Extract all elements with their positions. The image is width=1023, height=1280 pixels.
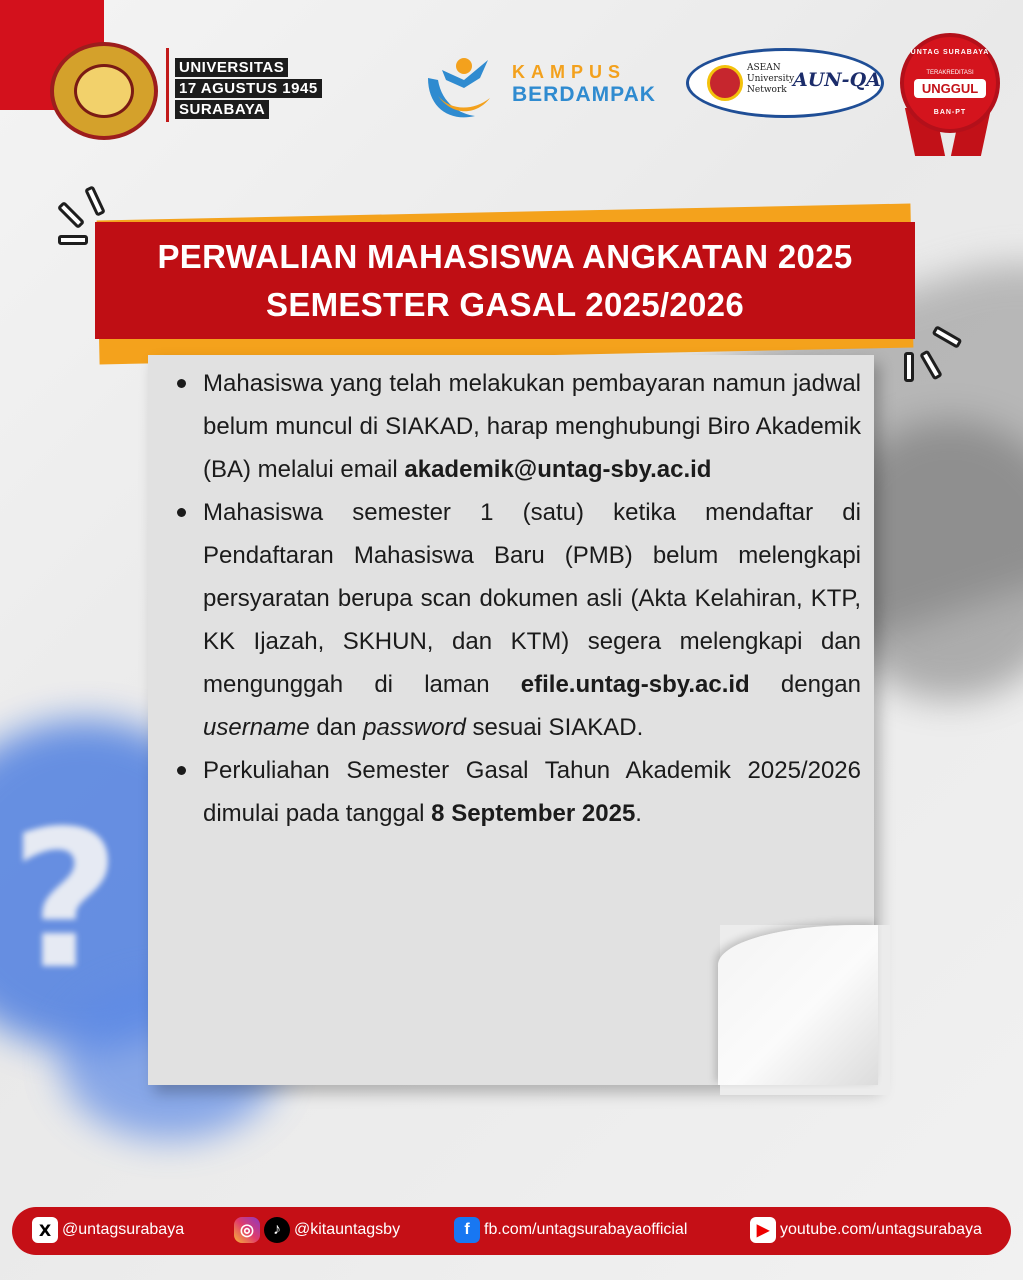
aun-qa-badge (686, 48, 884, 118)
university-seal-logo (50, 42, 158, 140)
item-text: dan (309, 714, 364, 741)
tiktok-icon: ♪ (264, 1217, 290, 1243)
kampus-berdampak-text (512, 62, 656, 107)
kampus-text: KAMPUS (512, 62, 627, 82)
facebook-url: fb.com/untagsurabayaofficial (484, 1221, 688, 1238)
list-item (175, 362, 861, 491)
kampus-berdampak-logo (420, 48, 500, 124)
item-text: Mahasiswa yang telah melakukan pembayaran namun jadwal belum muncul di SIAKAD, harap menghubungi Biro Akademik (BA) melalui email (203, 370, 861, 483)
instagram-tiktok-link[interactable] (234, 1217, 400, 1243)
start-date: 8 September 2025 (431, 800, 636, 827)
asean-network-text (747, 63, 794, 96)
item-text: dengan (749, 671, 861, 698)
asean-word-1: ASEAN (747, 63, 781, 73)
list-item (175, 491, 861, 749)
ig-tiktok-handle: @kitauntagsby (294, 1221, 401, 1238)
badge-ring-top: UNTAG SURABAYA (910, 49, 990, 56)
paper-curl (718, 925, 878, 1085)
facebook-link[interactable] (454, 1217, 687, 1243)
item-text: Perkuliahan Semester Gasal Tahun Akademik 2025/2026 dimulai pada tanggal (203, 757, 861, 827)
x-handle: @untagsurabaya (62, 1221, 185, 1238)
youtube-icon: ▶ (750, 1217, 776, 1243)
item-text: sesuai SIAKAD. (465, 714, 644, 741)
asean-word-2: University (747, 74, 795, 84)
asean-emblem-icon (707, 65, 743, 101)
username-term: username (203, 714, 310, 741)
badge-label: UNGGUL (914, 79, 986, 98)
password-term: password (363, 714, 466, 741)
accreditation-badge (900, 33, 1000, 133)
asean-word-3: Network (747, 85, 787, 95)
item-text: Mahasiswa semester 1 (satu) ketika mendaftar di Pendaftaran Mahasiswa Baru (PMB) belum melengkapi persyaratan berupa scan dokumen asli (Akta Kelahiran, KTP, KK Ijazah, SKHUN, dan KTM) segera melengkapi dan mengunggah di laman (203, 499, 861, 698)
university-line-1: UNIVERSITAS (175, 58, 288, 77)
badge-small-text: TERAKREDITASI (926, 70, 974, 76)
item-text: . (635, 800, 642, 827)
youtube-link[interactable] (750, 1217, 982, 1243)
x-link[interactable] (32, 1217, 184, 1243)
efile-link[interactable]: efile.untag-sby.ac.id (520, 671, 750, 698)
university-name (175, 58, 322, 121)
facebook-icon: f (454, 1217, 480, 1243)
university-line-2: 17 AGUSTUS 1945 (175, 79, 322, 98)
youtube-url: youtube.com/untagsurabaya (780, 1221, 982, 1238)
announcement-list (175, 362, 861, 835)
title-line-2: SEMESTER GASAL 2025/2026 (266, 285, 744, 323)
question-mark-icon: ? (10, 790, 121, 1011)
bullet-icon (177, 766, 186, 775)
badge-ring-bottom: BAN-PT (933, 109, 967, 116)
spark-mark (58, 235, 88, 245)
title-banner (95, 222, 915, 339)
email-link[interactable]: akademik@untag-sby.ac.id (404, 456, 712, 483)
logo-divider (166, 48, 169, 122)
bullet-icon (177, 379, 186, 388)
university-line-3: SURABAYA (175, 100, 269, 119)
social-footer (12, 1207, 1011, 1255)
list-item (175, 749, 861, 835)
title-line-1: PERWALIAN MAHASISWA ANGKATAN 2025 (157, 237, 853, 275)
berdampak-text: BERDAMPAK (512, 83, 656, 106)
spark-mark (904, 352, 914, 382)
instagram-icon: ◎ (234, 1217, 260, 1243)
bullet-icon (177, 508, 186, 517)
aun-qa-text: AUN-QA (793, 69, 881, 91)
x-icon: X (32, 1217, 58, 1243)
